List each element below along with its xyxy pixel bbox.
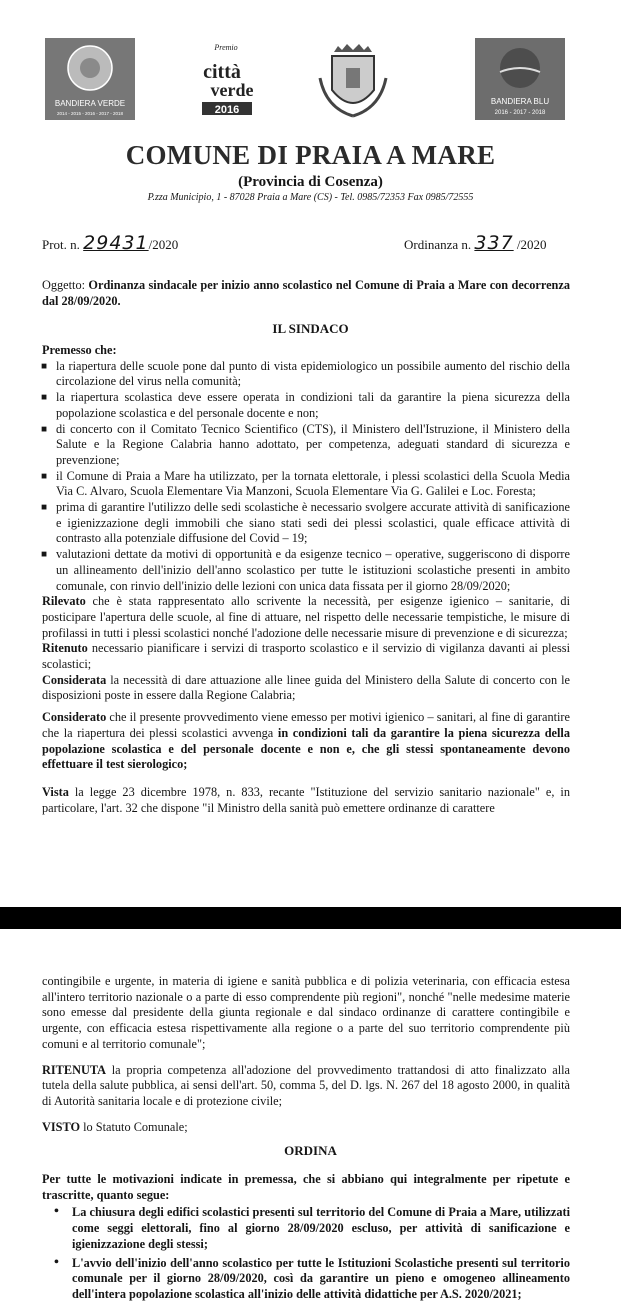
bandiera-verde-years: 2014 - 2015 - 2016 - 2017 - 2018 <box>56 111 124 116</box>
prot-handwritten-number: 29431 <box>83 232 149 254</box>
logo-row <box>40 38 580 126</box>
rilevato-paragraph <box>42 594 570 641</box>
citta-label: città <box>203 61 241 83</box>
premesso-list <box>42 359 570 595</box>
considerato-text: che il presente provvedimento viene emesso per motivi igienico – sanitari, al fine di garantire che la riapertura dei plessi scolastici avvenga <box>42 710 570 740</box>
page2-section <box>42 974 570 1135</box>
ritenuta-label: RITENUTA <box>42 1062 106 1077</box>
bandiera-blu-years: 2016 - 2017 - 2018 <box>494 110 546 116</box>
oggetto-text: Ordinanza sindacale per inizio anno scolastico nel Comune di Praia a Mare con decorrenza dal 28/09/2020. <box>42 278 570 308</box>
ordina-section <box>42 1172 570 1306</box>
ord-year: /2020 <box>516 237 547 252</box>
continuation-paragraph: contingibile e urgente, in materia di igiene e sanità pubblica e di polizia veterinaria, con efficacia estesa all'intero territorio nazionale o a parte di esso comprendente più regioni", nonché "nelle medesime materie sono emesse dal presidente della giunta regionale e dal sindaco ordinanze di carattere contingibile e urgente, con efficacia estesa rispettivamente alla regione o a parte del suo territorio comprendente più comuni e al territorio comunale"; <box>42 974 570 1051</box>
bandiera-verde-label: BANDIERA VERDE <box>54 99 126 108</box>
ritenuto-paragraph <box>42 641 570 672</box>
rilevato-text: che è stata rappresentato allo scrivente la necessità, per esigenze igienico – sanitarie, di posticipare l'apertura delle scuole, al fine di attuare, nel rispetto delle necessarie tempistiche, le misure di profilassi in tutti i plessi scolastici nonché l'adozione delle necessarie misure di prevenzione e di sicurezza; <box>42 594 570 640</box>
ord-handwritten-number: 337 <box>474 232 514 254</box>
ordina-list <box>42 1205 570 1302</box>
visto-label: VISTO <box>42 1119 81 1134</box>
considerata-paragraph <box>42 673 570 704</box>
premio-label: Premio <box>214 43 238 52</box>
comune-title: COMUNE DI PRAIA A MARE <box>125 140 496 170</box>
citta-year: 2016 <box>214 104 240 116</box>
bandiera-blu-logo <box>475 38 565 120</box>
considerato-label: Considerato <box>42 710 107 725</box>
ordinanza-number <box>404 232 547 254</box>
list-item: ■ il Comune di Praia a Mare ha utilizzato, per la tornata elettorale, i plessi scolastici della Scuola Media Via C. Alvaro, Scuola Elementare Via Manzoni, Scuola Elementare Via G. Galilei e Loc. Foresta; <box>42 469 570 500</box>
prot-year: /2020 <box>148 237 179 252</box>
list-item: ■ di concerto con il Comitato Tecnico Scientifico (CTS), il Ministero dell'Istruzione, il Ministero della Salute e la Regione Calabria hanno adottato, per competenza, adeguati standard di sicurezza e prevenzione; <box>42 422 570 469</box>
oggetto-label: Oggetto: <box>42 278 86 292</box>
ordina-heading: ORDINA <box>284 1143 337 1158</box>
considerato-bold-text: in condizioni tali da garantire la piena sicurezza della popolazione scolastica e del personale docente e non e, che gli stessi spontaneamente devono effettuare il test sierologico; <box>42 725 570 772</box>
visto-paragraph <box>42 1120 570 1136</box>
ritenuta-text: la propria competenza all'adozione del provvedimento trattandosi di atto finalizzato alla tutela della salute pubblica, ai sensi dell'art. 50, comma 5, del D. lgs. N. 267 del 18 agosto 2000, in qualità di Autorità sanitaria locale e di protezione civile; <box>42 1062 570 1108</box>
coat-of-arms-logo <box>312 38 394 120</box>
rilevato-label: Rilevato <box>42 594 86 609</box>
list-item: • La chiusura degli edifici scolastici presenti sul territorio del Comune di Praia a Mare, utilizzati come seggi elettorali, fino al giorno 28/09/2020 escluso, per attività di sanificazione e igienizzazione degli stessi; <box>42 1205 570 1252</box>
list-item: ■ la riapertura scolastica deve essere operata in condizioni tali da garantire la piena sicurezza della popolazione scolastica e del personale docente e non; <box>42 390 570 421</box>
visto-text: lo Statuto Comunale; <box>80 1119 188 1134</box>
citta-verde-logo <box>188 38 264 120</box>
vista-text: la legge 23 dicembre 1978, n. 833, recante "Istituzione del servizio sanitario nazionale" e, in particolare, l'art. 32 che dispone "il Ministro della sanità può emettere ordinanze di carattere <box>42 784 570 815</box>
province: (Provincia di Cosenza) <box>238 174 383 190</box>
ritenuto-text: necessario pianificare i servizi di trasporto scolastico e il servizio di vigilanza davanti ai plessi scolastici; <box>42 641 570 672</box>
ritenuta-paragraph <box>42 1063 570 1110</box>
protocol-number <box>42 232 178 254</box>
address: P.zza Municipio, 1 - 87028 Praia a Mare (CS) - Tel. 0985/72353 Fax 0985/72555 <box>147 192 474 203</box>
page-break-bar <box>0 907 621 929</box>
verde-label: verde <box>210 80 254 100</box>
considerato-paragraph <box>42 710 570 773</box>
list-item: ■ la riapertura delle scuole pone dal punto di vista epidemiologico un possibile aumento del rischio della circolazione del virus nella comunità; <box>42 359 570 390</box>
list-item: ■ prima di garantire l'utilizzo delle sedi scolastiche è necessario svolgere accurate attività di sanificazione e igienizzazione degli immobili che siano stati sedi dei plessi scolastici, quale efficace attività di contrasto alla potenziale diffusione del Covid – 19; <box>42 500 570 547</box>
considerata-text: la necessità di dare attuazione alle linee guida del Ministero della Salute di concerto con le disposizioni poste in essere dalla Regione Calabria; <box>42 672 570 703</box>
premesso-section <box>42 343 570 816</box>
list-item: ■ valutazioni dettate da motivi di opportunità e da esigenze tecnico – operative, suggeriscono di disporre un allineamento dell'inizio dell'anno scolastico per tutte le istituzioni scolastiche presenti in ambito comunale, con rinvio dell'inizio delle lezioni con unica data fissata per il giorno 28/09/2020; <box>42 547 570 594</box>
ordina-intro: Per tutte le motivazioni indicate in premessa, che si abbiano qui integralmente per ripetute e trascritte, quanto segue: <box>42 1172 570 1202</box>
vista-label: Vista <box>42 784 69 799</box>
il-sindaco-heading: IL SINDACO <box>272 321 349 336</box>
considerata-label: Considerata <box>42 672 107 687</box>
bandiera-blu-label: BANDIERA BLU <box>490 97 550 106</box>
ord-label: Ordinanza n. <box>404 237 472 252</box>
list-item: • L'avvio dell'inizio dell'anno scolastico per tutte le Istituzioni Scolastiche presenti sul territorio comunale per il giorno 28/09/2020, così da garantire un pieno e omogeneo allineamento dell'intera popolazione scolastica all'inizio delle attività didattiche per A.S. 2020/2021; <box>42 1256 570 1303</box>
vista-paragraph <box>42 785 570 816</box>
prot-label: Prot. n. <box>42 237 80 252</box>
premesso-label: Premesso che: <box>42 343 117 357</box>
bandiera-verde-logo <box>45 38 135 120</box>
oggetto <box>42 278 570 309</box>
ritenuto-label: Ritenuto <box>42 641 88 656</box>
